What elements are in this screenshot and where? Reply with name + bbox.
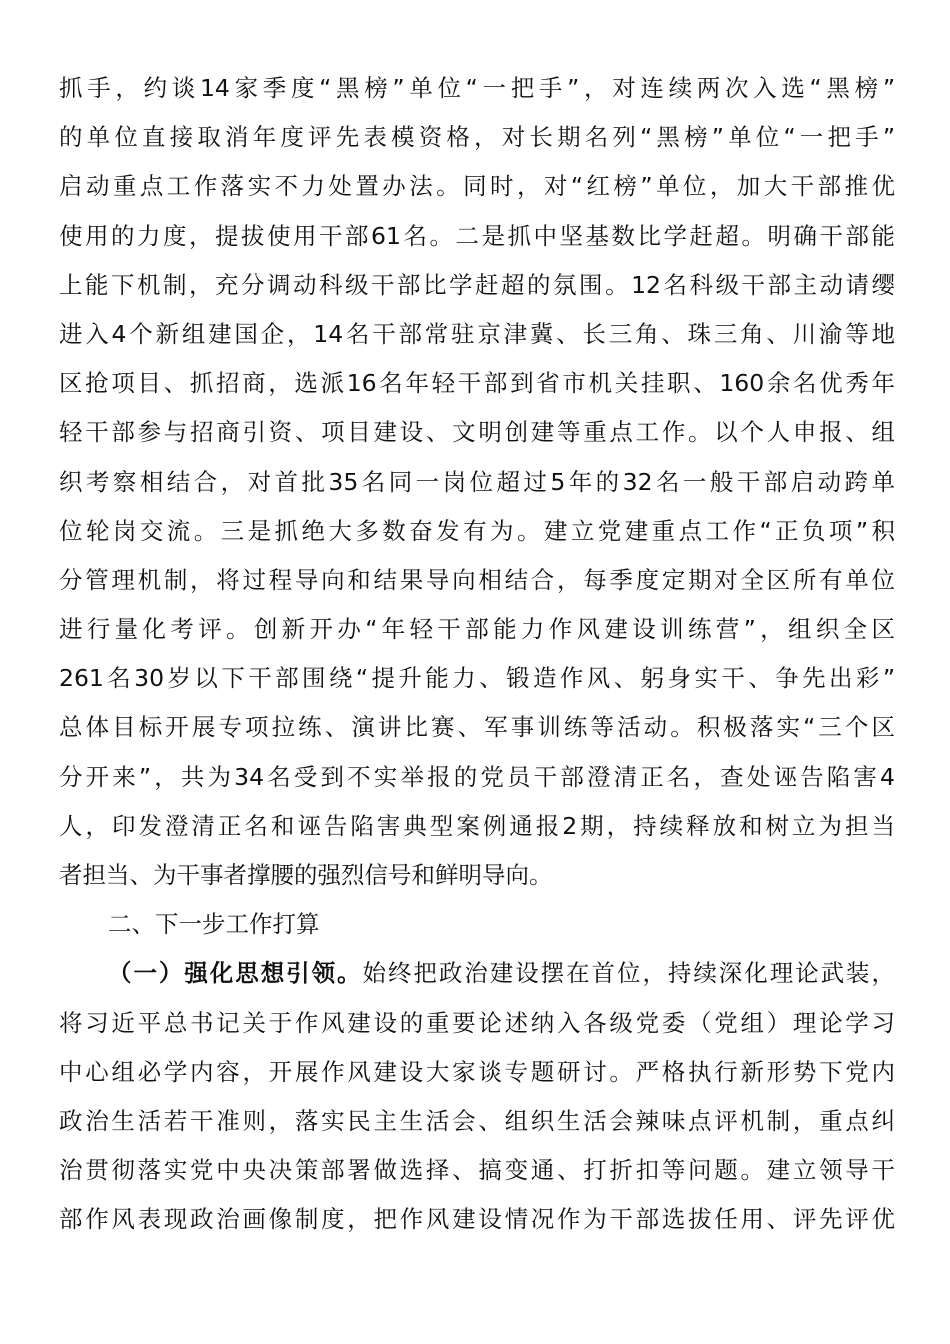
paragraph-first-line bbox=[59, 949, 895, 998]
paragraph-line: 261名30岁以下干部围绕“提升能力、锻造作风、躬身实干、争先出彩” bbox=[59, 664, 895, 693]
paragraph-line: 位轮岗交流。三是抓绝大多数奋发有为。建立党建重点工作“正负项”积 bbox=[59, 516, 895, 545]
paragraph-line: 上能下机制，充分调动科级干部比学赶超的氛围。12名科级干部主动请缨 bbox=[59, 270, 895, 299]
paragraph-line: 治贯彻落实党中央决策部署做选择、搞变通、打折扣等问题。建立领导干 bbox=[59, 1156, 895, 1185]
paragraph-line: 将习近平总书记关于作风建设的重要论述纳入各级党委（党组）理论学习 bbox=[59, 1008, 895, 1037]
paragraph-line: 启动重点工作落实不力处置办法。同时，对“红榜”单位，加大干部推优 bbox=[59, 172, 895, 201]
paragraph-line: 分管理机制，将过程导向和结果导向相结合，每季度定期对全区所有单位 bbox=[59, 565, 895, 594]
paragraph-line: 总体目标开展专项拉练、演讲比赛、军事训练等活动。积极落实“三个区 bbox=[59, 713, 895, 742]
paragraph-line: 抓手，约谈14家季度“黑榜”单位“一把手”，对连续两次入选“黑榜” bbox=[59, 74, 895, 102]
paragraph-line: 的单位直接取消年度评先表模资格，对长期名列“黑榜”单位“一把手” bbox=[59, 123, 895, 152]
paragraph-line: 政治生活若干准则，落实民主生活会、组织生活会辣味点评机制，重点纠 bbox=[59, 1106, 895, 1135]
document-body bbox=[59, 64, 895, 1245]
paragraph-line: 进入4个新组建国企，14名干部常驻京津冀、长三角、珠三角、川渝等地 bbox=[59, 319, 895, 348]
paragraph-line: 使用的力度，提拔使用干部61名。二是抓中坚基数比学赶超。明确干部能 bbox=[59, 221, 895, 250]
paragraph-text: 始终把政治建设摆在首位，持续深化理论武装， bbox=[362, 959, 895, 988]
paragraph-line: 中心组必学内容，开展作风建设大家谈专题研讨。严格执行新形势下党内 bbox=[59, 1057, 895, 1086]
subsection-title: （一）强化思想引领。 bbox=[108, 959, 363, 988]
paragraph-line: 轻干部参与招商引资、项目建设、文明创建等重点工作。以个人申报、组 bbox=[59, 418, 895, 447]
section-heading: 二、下一步工作打算 bbox=[108, 910, 320, 939]
paragraph-line: 进行量化考评。创新开办“年轻干部能力作风建设训练营”，组织全区 bbox=[59, 615, 895, 644]
paragraph-last-line: 者担当、为干事者撑腰的强烈信号和鲜明导向。 bbox=[59, 861, 553, 889]
paragraph-line: 部作风表现政治画像制度，把作风建设情况作为干部选拔任用、评先评优 bbox=[59, 1205, 895, 1234]
paragraph-line: 区抢项目、抓招商，选派16名年轻干部到省市机关挂职、160余名优秀年 bbox=[59, 369, 895, 398]
paragraph-line: 分开来”，共为34名受到不实举报的党员干部澄清正名，查处诬告陷害4 bbox=[59, 762, 895, 791]
paragraph-line: 人，印发澄清正名和诬告陷害典型案例通报2期，持续释放和树立为担当 bbox=[59, 811, 895, 840]
paragraph-line: 织考察相结合，对首批35名同一岗位超过5年的32名一般干部启动跨单 bbox=[59, 467, 895, 496]
